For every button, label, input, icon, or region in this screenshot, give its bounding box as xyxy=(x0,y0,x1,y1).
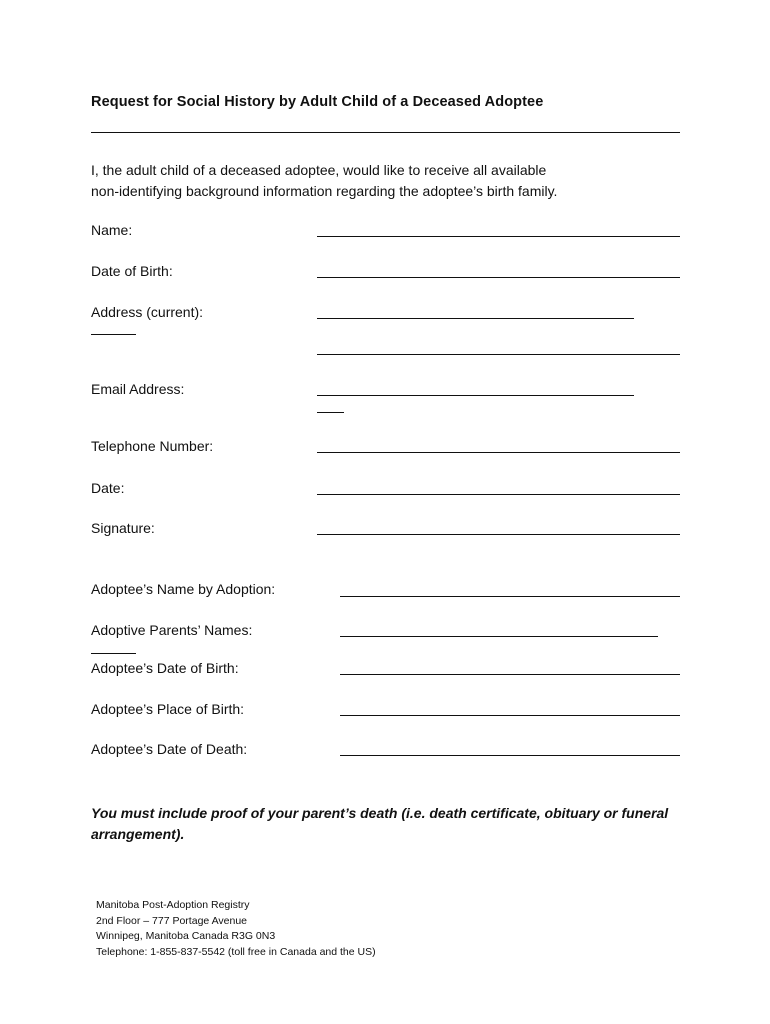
adoptee-dod-field[interactable] xyxy=(340,755,680,756)
date-field[interactable] xyxy=(317,494,680,495)
dob-label: Date of Birth: xyxy=(91,263,173,279)
adoptive-parents-label: Adoptive Parents’ Names: xyxy=(91,622,253,638)
registry-contact-block xyxy=(96,898,376,960)
registry-address-line-1: 2nd Floor – 777 Portage Avenue xyxy=(96,914,248,927)
intro-paragraph xyxy=(91,160,691,202)
telephone-label: Telephone Number: xyxy=(91,438,214,454)
email-field-stub xyxy=(317,412,344,413)
adoptee-name-label: Adoptee’s Name by Adoption: xyxy=(91,581,276,597)
telephone-field[interactable] xyxy=(317,452,680,453)
name-field[interactable] xyxy=(317,236,680,237)
address-label: Address (current): xyxy=(91,304,204,320)
adoptee-pob-label: Adoptee’s Place of Birth: xyxy=(91,701,245,717)
signature-field[interactable] xyxy=(317,534,680,535)
proof-of-death-notice: You must include proof of your parent’s death (i.e. death certificate, obituary or funeral arrangement). xyxy=(91,805,669,842)
adoptive-parents-stub xyxy=(91,653,136,654)
adoptee-pob-field[interactable] xyxy=(340,715,680,716)
signature-label: Signature: xyxy=(91,520,155,536)
adoptee-dod-label: Adoptee’s Date of Death: xyxy=(91,741,248,757)
intro-line-2: non-identifying background information regarding the adoptee’s birth family. xyxy=(91,183,558,199)
email-field[interactable] xyxy=(317,395,634,396)
name-label: Name: xyxy=(91,222,133,238)
adoptive-parents-field[interactable] xyxy=(340,636,658,637)
date-label: Date: xyxy=(91,480,125,496)
title-divider xyxy=(91,132,680,133)
email-label: Email Address: xyxy=(91,381,185,397)
registry-telephone: Telephone: 1-855-837-5542 (toll free in Canada and the US) xyxy=(96,945,376,958)
adoptee-dob-field[interactable] xyxy=(340,674,680,675)
registry-name: Manitoba Post-Adoption Registry xyxy=(96,899,250,911)
registry-address-line-2: Winnipeg, Manitoba Canada R3G 0N3 xyxy=(96,930,276,942)
adoptee-name-field[interactable] xyxy=(340,596,680,597)
adoptee-dob-label: Adoptee’s Date of Birth: xyxy=(91,660,239,676)
form-title: Request for Social History by Adult Child of a Deceased Adoptee xyxy=(91,94,544,110)
dob-field[interactable] xyxy=(317,277,680,278)
intro-line-1: I, the adult child of a deceased adoptee, would like to receive all available xyxy=(91,162,547,178)
address-field-line-1[interactable] xyxy=(317,318,634,319)
address-field-line-2[interactable] xyxy=(317,354,680,355)
address-field-stub xyxy=(91,334,136,335)
